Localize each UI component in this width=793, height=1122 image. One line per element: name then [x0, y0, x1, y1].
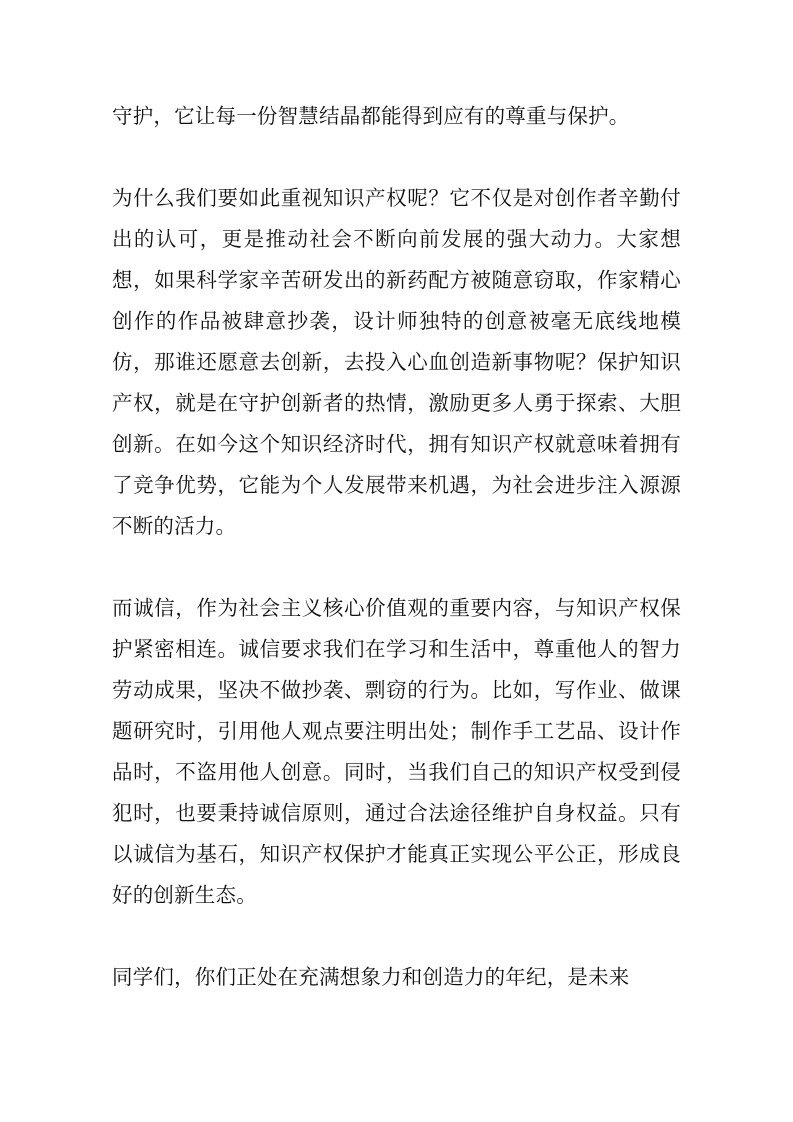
paragraph: 守护，它让每一份智慧结晶都能得到应有的尊重与保护。 [112, 105, 630, 128]
paragraph: 同学们，你们正处在充满想象力和创造力的年纪，是未来 [112, 966, 630, 989]
document-body [112, 96, 681, 998]
paragraph: 为什么我们要如此重视知识产权呢？它不仅是对创作者辛勤付出的认可，更是推动社会不断向前发展的强大动力。大家想想，如果科学家辛苦研发出的新药配方被随意窃取，作家精心创作的作品被肆意抄袭，设计师独特的创意被毫无底线地模仿，那谁还愿意去创新，去投入心血创造新事物呢？保护知识产权，就是在守护创新者的热情，激励更多人勇于探索、大胆创新。在如今这个知识经济时代，拥有知识产权就意味着拥有了竞争优势，它能为个人发展带来机遇，为社会进步注入源源不断的活力。 [112, 187, 681, 538]
paragraph: 而诚信，作为社会主义核心价值观的重要内容，与知识产权保护紧密相连。诚信要求我们在学习和生活中，尊重他人的智力劳动成果，坚决不做抄袭、剽窃的行为。比如，写作业、做课题研究时，引用他人观点要注明出处；制作手工艺品、设计作品时，不盗用他人创意。同时，当我们自己的知识产权受到侵犯时，也要秉持诚信原则，通过合法途径维护自身权益。只有以诚信为基石，知识产权保护才能真正实现公平公正，形成良好的创新生态。 [112, 597, 681, 907]
